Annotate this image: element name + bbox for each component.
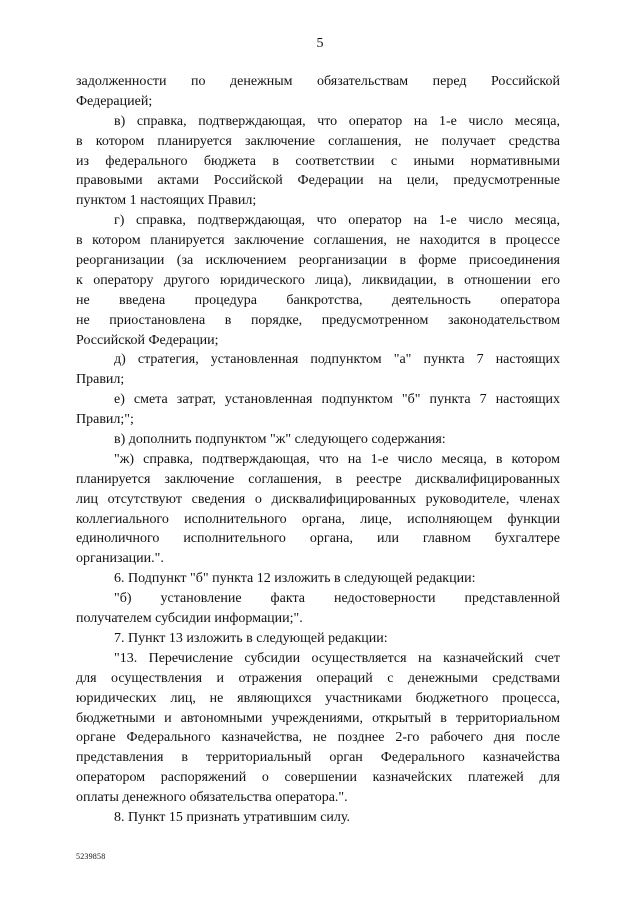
- text-line: юридических лиц, не являющихся участниками бюджетного процесса,: [76, 690, 560, 706]
- text-line: 6. Подпункт "б" пункта 12 изложить в следующей редакции:: [114, 571, 476, 587]
- text-line: 7. Пункт 13 изложить в следующей редакции:: [114, 630, 388, 646]
- text-line: "ж) справка, подтверждающая, что на 1-е число месяца, в котором: [114, 451, 560, 467]
- text-line: в) дополнить подпунктом "ж" следующего содержания:: [114, 432, 446, 448]
- text-line: реорганизации (за исключением реорганизации в форме присоединения: [76, 253, 560, 269]
- text-line: не приостановлена в порядке, предусмотренном законодательством: [76, 312, 560, 328]
- text-line: представления в территориальный орган Федерального казначейства: [76, 750, 560, 766]
- text-line: лиц отсутствуют сведения о дисквалифицированных руководителе, членах: [76, 491, 560, 507]
- text-line: в) справка, подтверждающая, что оператор на 1-е число месяца,: [114, 113, 560, 129]
- text-line: "б) установление факта недостоверности представленной: [114, 591, 560, 607]
- document-code: 5239858: [76, 852, 106, 861]
- text-line: Российской Федерации;: [76, 332, 219, 348]
- text-line: к оператору другого юридического лица), ликвидации, в отношении его: [76, 272, 560, 288]
- text-line: д) стратегия, установленная подпунктом "а" пункта 7 настоящих: [114, 352, 560, 368]
- document-body: [76, 72, 560, 828]
- text-line: г) справка, подтверждающая, что оператор на 1-е число месяца,: [114, 213, 560, 229]
- text-line: Правил;";: [76, 412, 134, 428]
- text-line: оператором распоряжений о совершении казначейских платежей для: [76, 770, 560, 786]
- text-line: коллегиального исполнительного органа, лице, исполняющем функции: [76, 511, 560, 527]
- text-line: получателем субсидии информации;".: [76, 611, 303, 627]
- text-line: Федерацией;: [76, 93, 153, 109]
- text-line: е) смета затрат, установленная подпунктом "б" пункта 7 настоящих: [114, 392, 560, 408]
- text-line: в котором планируется заключение соглашения, не получает средства: [76, 133, 560, 149]
- text-line: Правил;: [76, 372, 125, 388]
- text-line: в котором планируется заключение соглашения, не находится в процессе: [76, 233, 560, 249]
- page-number: 5: [316, 36, 324, 51]
- text-line: органе Федерального казначейства, не позднее 2-го рабочего дня после: [76, 730, 560, 746]
- text-line: бюджетными и автономными учреждениями, открытый в территориальном: [76, 710, 560, 726]
- text-line: не введена процедура банкротства, деятельность оператора: [76, 292, 560, 308]
- text-line: планируется заключение соглашения, в реестре дисквалифицированных: [76, 471, 560, 487]
- text-line: пунктом 1 настоящих Правил;: [76, 193, 257, 209]
- text-line: правовыми актами Российской Федерации на цели, предусмотренные: [76, 173, 560, 189]
- text-line: "13. Перечисление субсидии осуществляется на казначейский счет: [114, 650, 560, 666]
- text-line: из федерального бюджета в соответствии с иными нормативными: [76, 153, 560, 169]
- text-line: 8. Пункт 15 признать утратившим силу.: [114, 809, 350, 825]
- text-line: организации.".: [76, 551, 164, 567]
- text-line: задолженности по денежным обязательствам перед Российской: [76, 74, 560, 89]
- text-line: оплаты денежного обязательства оператора.".: [76, 790, 348, 806]
- text-line: для осуществления и отражения операций с денежными средствами: [76, 670, 560, 686]
- text-line: единоличного исполнительного органа, или главном бухгалтере: [76, 531, 560, 547]
